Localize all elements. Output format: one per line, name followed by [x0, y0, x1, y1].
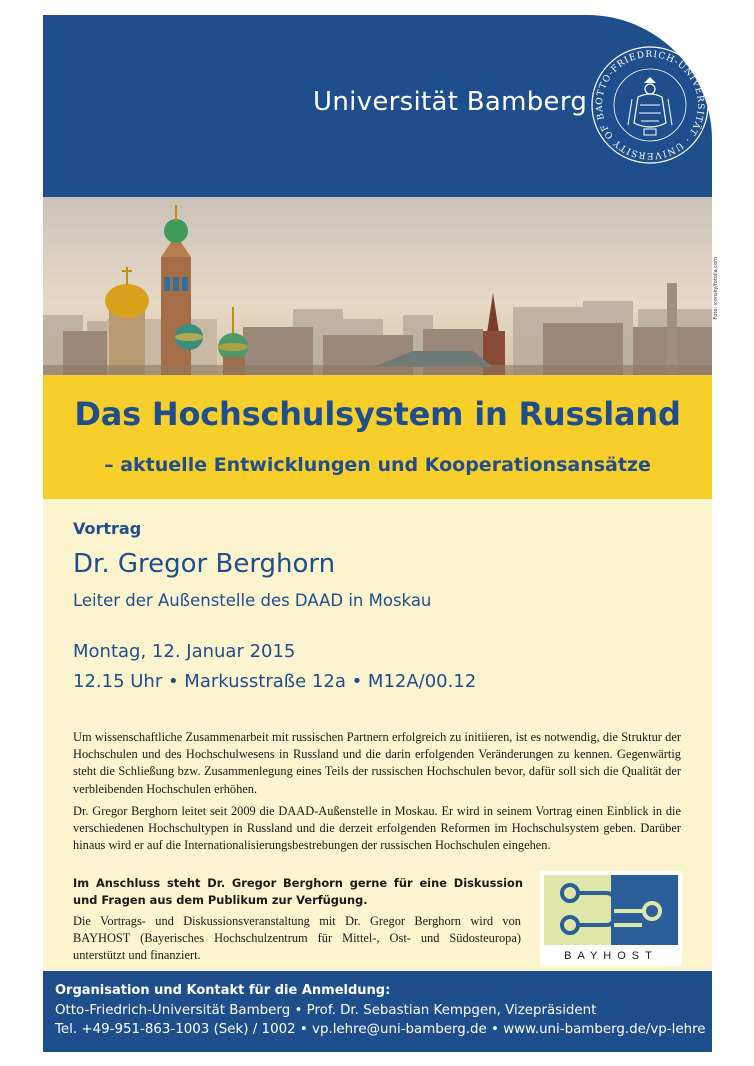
bayhost-circuit-icon — [540, 871, 682, 949]
bayhost-label: BAYHOST — [564, 950, 658, 962]
content-area — [43, 499, 712, 971]
title-band — [43, 375, 712, 499]
event-date: Montag, 12. Januar 2015 — [73, 641, 296, 662]
paragraph-intro: Um wissenschaftliche Zusammenarbeit mit russischen Partnern erfolgreich zu initiieren, ist es notwendig, die Struktur der Hochschulen und des Hochschulwesens in Russland und die darin erfolgenden Veränderungen zu kennen. Gegenwärtig steht die Schließung bzw. Zusammenlegung eines Teils der russischen Hochschulen bevor, dafür soll sich die Qualität der verbleibenden Hochschulen erhöhen. — [73, 730, 681, 796]
paragraph-speaker: Dr. Gregor Berghorn leitet seit 2009 die DAAD-Außenstelle in Moskau. Er wird in seinem Vortrag einen Einblick in die verschiedenen Hochschultypen in Russland und die derzeit erfolgenden Reformen im Hochschulsystem geben. Darüber hinaus wird er auf die Internationalisierungsbestrebungen der russischen Hochschulen eingehen. — [73, 804, 681, 853]
bayhost-logo — [540, 871, 682, 966]
footer-heading: Organisation und Kontakt für die Anmeldung: — [55, 983, 391, 998]
university-name: Universität Bamberg — [313, 87, 588, 117]
skyline-photo — [43, 197, 719, 375]
speaker-role: Leiter der Außenstelle des DAAD in Moskau — [73, 591, 432, 610]
header-band — [43, 15, 712, 197]
poster — [43, 15, 719, 1052]
event-type: Vortrag — [73, 519, 142, 538]
photo-credit: Foto: iconsky/fotolia.com — [713, 257, 719, 320]
speaker-name: Dr. Gregor Berghorn — [73, 549, 336, 579]
sub-title: – aktuelle Entwicklungen und Kooperationsansätze — [104, 454, 651, 476]
footer-organizer: Otto-Friedrich-Universität Bamberg • Prof. Dr. Sebastian Kempgen, Vizepräsident — [55, 1003, 597, 1018]
event-time-place: 12.15 Uhr • Markusstraße 12a • M12A/00.12 — [73, 671, 477, 692]
paragraph-funding: Die Vortrags- und Diskussionsveranstaltung mit Dr. Gregor Berghorn wird von BAYHOST (Bayerisches Hochschulzentrum für Mittel-, Ost- und Südosteuropa) unterstützt und finanziert. — [73, 914, 521, 963]
svg-text:OTTO-FRIEDRICH-UNIVERSITÄT · U: OTTO-FRIEDRICH-UNIVERSITÄT · UNIVERSITY OF BA — [594, 49, 706, 161]
main-title: Das Hochschulsystem in Russland — [74, 395, 681, 433]
footer-contact: Tel. +49-951-863-1003 (Sek) / 1002 • vp.lehre@uni-bamberg.de • www.uni-bamberg.de/vp-lehre — [55, 1022, 706, 1037]
paragraph-discussion: Im Anschluss steht Dr. Gregor Berghorn gerne für eine Diskussion und Fragen aus dem Publikum zur Verfügung. — [73, 876, 523, 908]
university-seal-icon — [588, 43, 712, 167]
footer-band — [43, 971, 712, 1052]
